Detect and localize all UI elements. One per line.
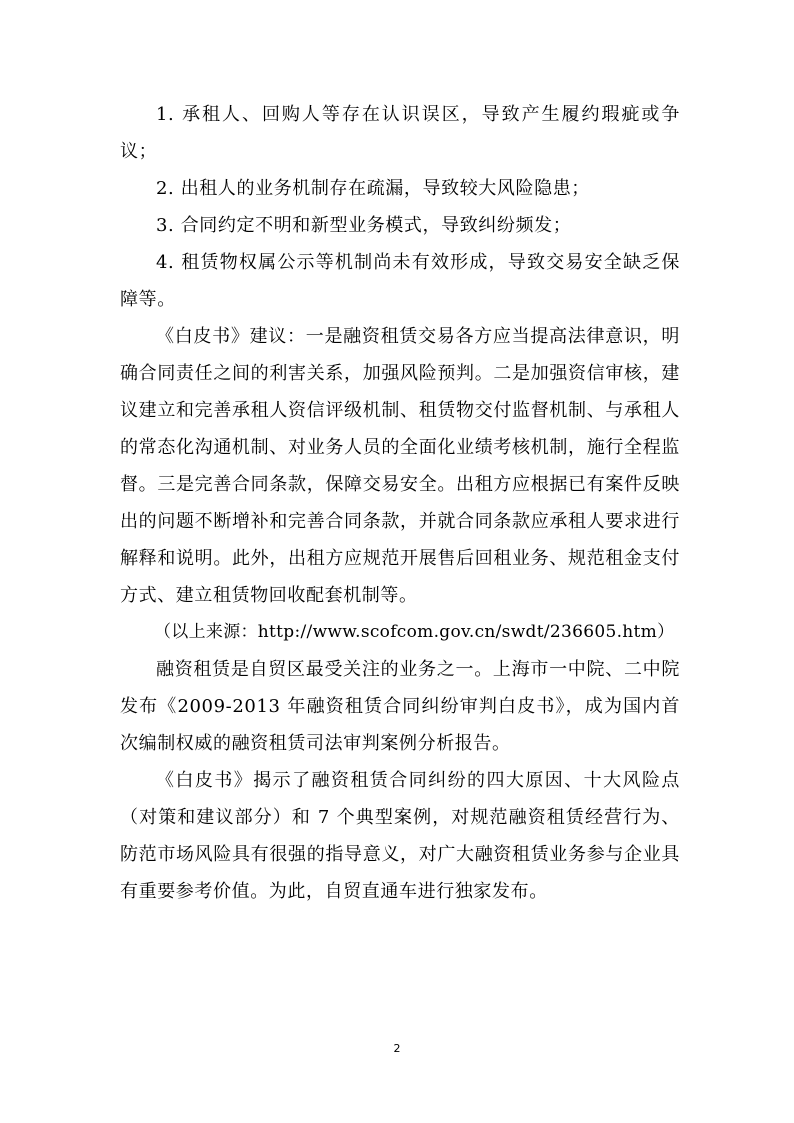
paragraph-item-2: 2. 出租人的业务机制存在疏漏，导致较大风险隐患；	[156, 178, 590, 199]
paragraph-item-4: 4. 租赁物权属公示等机制尚未有效形成，导致交易安全缺乏保障等。	[120, 252, 680, 310]
document-body	[120, 96, 680, 910]
paragraph-item-3: 3. 合同约定不明和新型业务模式，导致纠纷频发；	[156, 215, 572, 236]
financial-leasing-intro-paragraph: 融资租赁是自贸区最受关注的业务之一。上海市一中院、二中院发布《2009-2013 年融资租赁合同纠纷审判白皮书》，成为国内首次编制权威的融资租赁司法审判案例分析报告。	[120, 659, 680, 754]
white-paper-reveal-paragraph: 《白皮书》揭示了融资租赁合同纠纷的四大原因、十大风险点（对策和建议部分）和 7 个典型案例，对规范融资租赁经营行为、防范市场风险具有很强的指导意义，对广大融资租赁业务参与企业具有重要参考价值。为此，自贸直通车进行独家发布。	[120, 770, 680, 902]
paragraph-item-1: 1. 承租人、回购人等存在认识误区，导致产生履约瑕疵或争议；	[120, 104, 680, 162]
source-citation: （以上来源：http://www.scofcom.gov.cn/swdt/236605.htm）	[154, 622, 675, 642]
white-paper-suggestion-paragraph: 《白皮书》建议：一是融资租赁交易各方应当提高法律意识，明确合同责任之间的利害关系，加强风险预判。二是加强资信审核，建议建立和完善承租人资信评级机制、租赁物交付监督机制、与承租人的常态化沟通机制、对业务人员的全面化业绩考核机制，施行全程监督。三是完善合同条款，保障交易安全。出租方应根据已有案件反映出的问题不断增补和完善合同条款，并就合同条款应承租人要求进行解释和说明。此外，出租方应规范开展售后回租业务、规范租金支付方式、建立租赁物回收配套机制等。	[120, 326, 680, 606]
page-number: 2	[393, 1042, 401, 1055]
